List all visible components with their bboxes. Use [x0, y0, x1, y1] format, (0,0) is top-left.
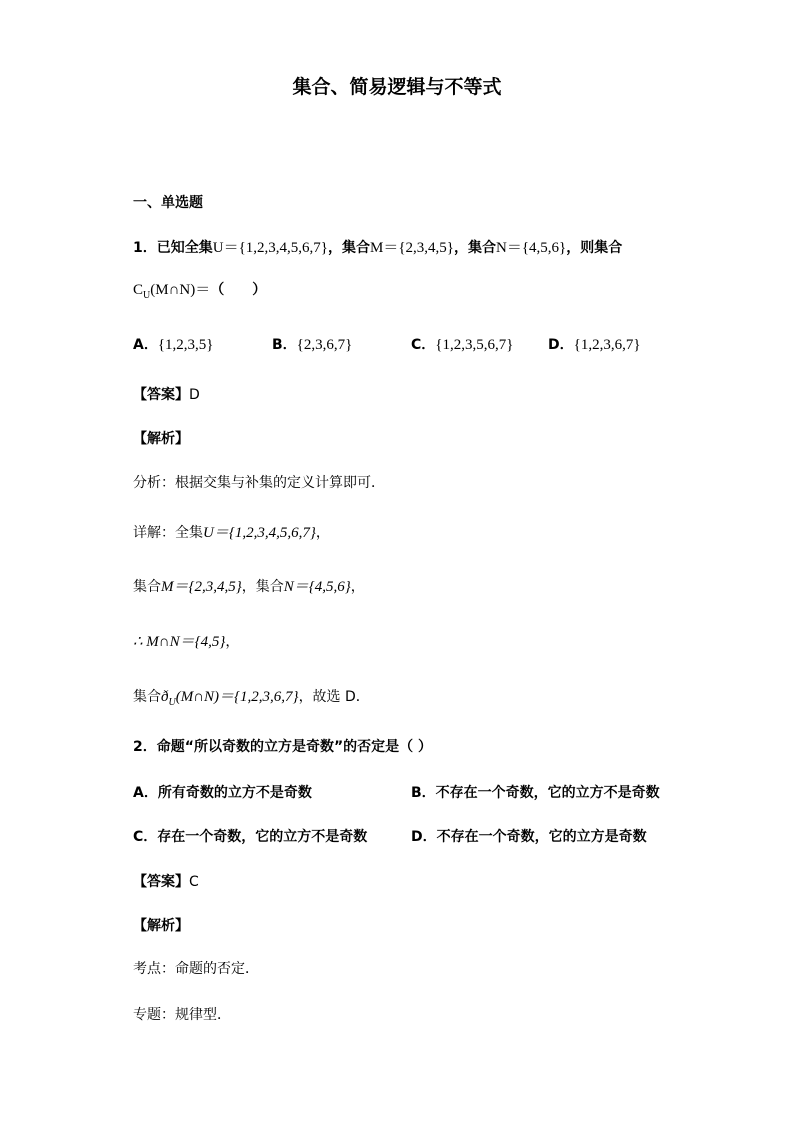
detail-math: N＝{4,5,6} — [283, 579, 351, 595]
option-value: {2,3,6,7} — [296, 337, 353, 353]
option-label: C． — [411, 337, 436, 353]
answer-label: 【答案】 — [133, 874, 189, 890]
q1-set-m: M＝{2,3,4,5} — [369, 240, 454, 256]
q1-analysis-label: 【解析】 — [133, 431, 189, 447]
detail-text: ，集合 — [241, 579, 284, 595]
q1-detail-line-4 — [133, 688, 370, 712]
option-value: {1,2,3,5,6,7} — [435, 337, 514, 353]
q1-detail-line-1 — [133, 524, 330, 542]
document-title: 集合、简易逻辑与不等式 — [292, 76, 502, 98]
complement-sub: U — [168, 696, 176, 708]
detail-text: 集合 — [133, 689, 161, 705]
q2-answer — [133, 873, 199, 891]
q1-set-u: U＝{1,2,3,4,5,6,7} — [212, 240, 328, 256]
q1-sep1: ，集合 — [327, 240, 370, 256]
detail-text: ， — [315, 525, 330, 541]
q2-kaodian: 考点：命题的否定． — [133, 961, 259, 977]
q1-sep3: ，则集合 — [566, 240, 623, 256]
section-heading: 一、单选题 — [133, 195, 203, 211]
q1-sep2: ，集合 — [453, 240, 496, 256]
q2-option-d — [411, 828, 647, 846]
detail-text: 集合 — [133, 579, 161, 595]
option-label: A． — [133, 337, 158, 353]
q1-detail-line-3 — [133, 633, 239, 651]
complement-symbol: ð — [161, 689, 169, 705]
answer-value: C — [189, 874, 199, 890]
detail-math: (M∩N)＝{1,2,3,6,7} — [175, 689, 299, 705]
question-2-stem: 2．命题“所以奇数的立方是奇数”的否定是（ ） — [133, 739, 433, 755]
option-value: 不存在一个奇数，它的立方是奇数 — [436, 829, 647, 845]
q1-analysis-text: 分析：根据交集与补集的定义计算即可． — [133, 475, 385, 491]
q1-detail-line-2 — [133, 578, 365, 596]
option-value: {1,2,3,5} — [157, 337, 214, 353]
q1-set-n: N＝{4,5,6} — [495, 240, 567, 256]
option-label: D． — [411, 829, 437, 845]
q1-option-c — [411, 336, 513, 354]
q1-complement-symbol: C — [133, 282, 144, 298]
detail-text: ， — [225, 634, 240, 650]
detail-math: M＝{2,3,4,5} — [161, 579, 242, 595]
question-1-expression — [133, 281, 266, 305]
question-1-stem — [133, 239, 622, 257]
q2-option-b — [411, 784, 660, 802]
q1-stem-text: 1．已知全集 — [133, 240, 213, 256]
answer-value: D — [189, 387, 200, 403]
q1-answer-blank: （ ） — [210, 282, 267, 298]
option-value: 存在一个奇数，它的立方不是奇数 — [157, 829, 368, 845]
option-label: B． — [411, 785, 436, 801]
option-label: B． — [272, 337, 297, 353]
option-label: C． — [133, 829, 158, 845]
detail-text: ，故选 D． — [298, 689, 370, 705]
q1-complement-sub: U — [143, 289, 151, 301]
detail-text: 详解：全集 — [133, 525, 203, 541]
q2-zhuanti: 专题：规律型． — [133, 1007, 231, 1023]
detail-math: ∴ M∩N＝{4,5} — [133, 634, 226, 650]
q2-analysis-label: 【解析】 — [133, 918, 189, 934]
option-value: 所有奇数的立方不是奇数 — [157, 785, 312, 801]
q1-expression-rest: (M∩N)＝ — [150, 282, 211, 298]
option-label: A． — [133, 785, 158, 801]
option-value: {1,2,3,6,7} — [573, 337, 641, 353]
detail-text: ， — [350, 579, 365, 595]
option-value: 不存在一个奇数，它的立方不是奇数 — [435, 785, 660, 801]
detail-math: U＝{1,2,3,4,5,6,7} — [203, 525, 316, 541]
q1-option-a — [133, 336, 214, 354]
q1-answer — [133, 386, 200, 404]
q2-option-a — [133, 784, 312, 802]
q1-option-d — [548, 336, 641, 354]
answer-label: 【答案】 — [133, 387, 189, 403]
q1-option-b — [272, 336, 352, 354]
q2-option-c — [133, 828, 367, 846]
option-label: D． — [548, 337, 574, 353]
